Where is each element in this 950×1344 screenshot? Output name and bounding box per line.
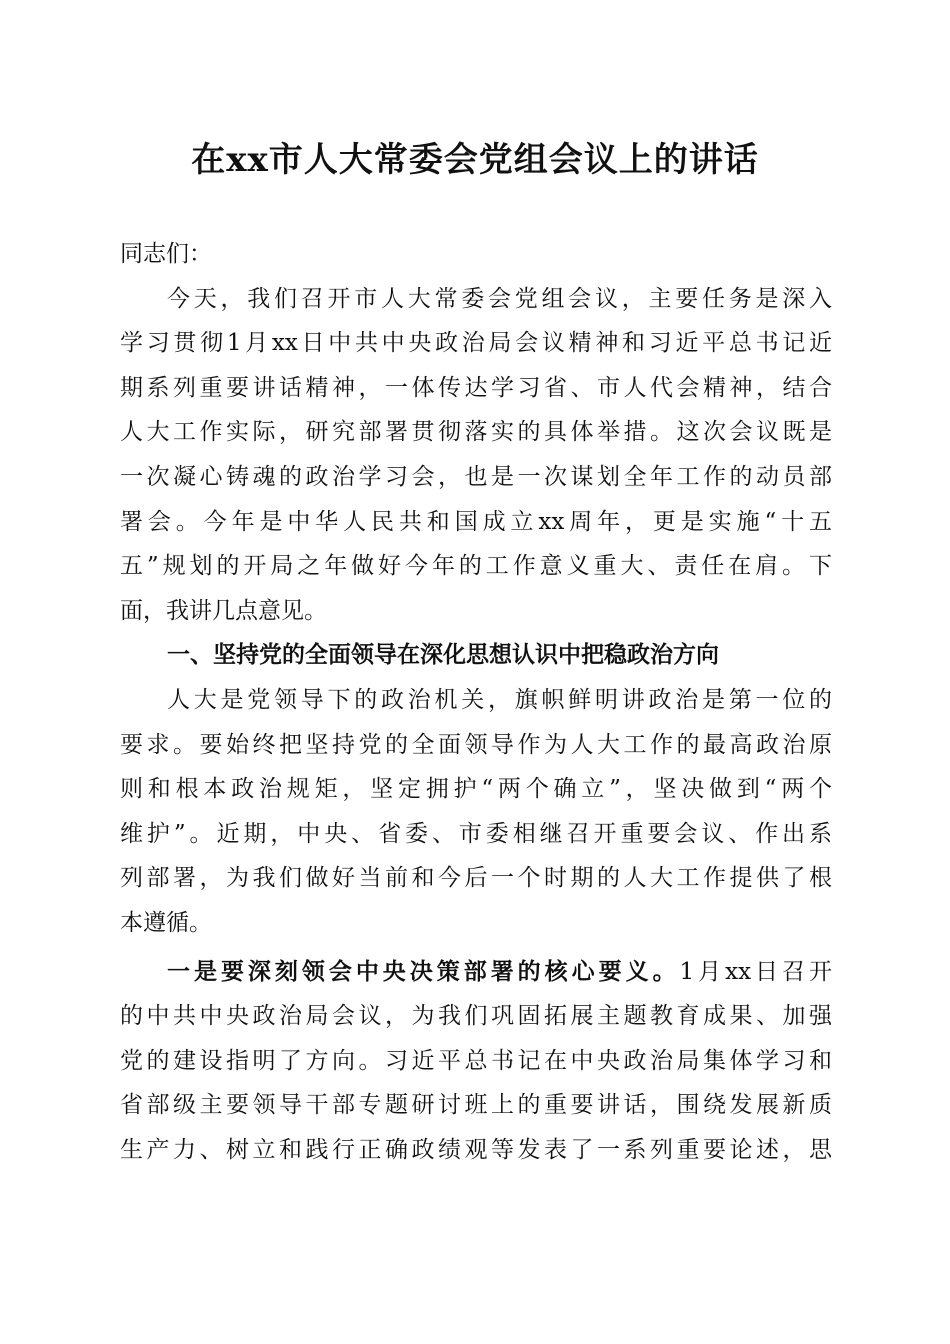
paragraph-3-line: 生产力、树立和践行正确政绩观等发表了一系列重要论述，思 (120, 1136, 832, 1163)
paragraph-1 (120, 277, 832, 634)
paragraph-2-line: 本遵循。 (120, 909, 212, 936)
paragraph-3 (120, 950, 832, 1173)
paragraph-2 (120, 678, 832, 946)
paragraph-2-line: 则和根本政治规矩，坚定拥护“两个确立”，坚决做到“两个 (120, 776, 832, 803)
paragraph-1-line: 学习贯彻1月xx日中共中央政治局会议精神和习近平总书记近 (120, 330, 832, 357)
paragraph-1-line: 面，我讲几点意见。 (120, 597, 327, 624)
paragraph-2-line: 列部署，为我们做好当前和今后一个时期的人大工作提供了根 (120, 865, 832, 892)
paragraph-1-line: 今天，我们召开市人大常委会党组会议，主要任务是深入 (167, 285, 832, 312)
paragraph-1-line: 一次凝心铸魂的政治学习会，也是一次谋划全年工作的动员部 (120, 463, 832, 490)
document-body (120, 232, 832, 1172)
paragraph-3-line: 的中共中央政治局会议，为我们巩固拓展主题教育成果、加强 (120, 1003, 832, 1030)
paragraph-3-line: 党的建设指明了方向。习近平总书记在中央政治局集体学习和 (120, 1047, 832, 1074)
salutation: 同志们： (120, 241, 212, 267)
document-title: 在xx市人大常委会党组会议上的讲话 (191, 140, 759, 180)
paragraph-3-first-line-rest: 1月xx日召开 (679, 958, 833, 985)
paragraph-1-line: 五”规划的开局之年做好今年的工作意义重大、责任在肩。下 (120, 553, 832, 580)
paragraph-1-line: 人大工作实际，研究部署贯彻落实的具体举措。这次会议既是 (120, 419, 832, 446)
paragraph-2-line: 维护”。近期，中央、省委、市委相继召开重要会议、作出系 (120, 820, 832, 847)
paragraph-2-line: 人大是党领导下的政治机关，旗帜鲜明讲政治是第一位的 (167, 686, 832, 713)
paragraph-3-lead: 一是要深刻领会中央决策部署的核心要义。 (167, 957, 680, 985)
paragraph-1-line: 期系列重要讲话精神，一体传达学习省、市人代会精神，结合 (120, 374, 832, 401)
paragraph-2-line: 要求。要始终把坚持党的全面领导作为人大工作的最高政治原 (120, 731, 832, 758)
section-1-heading: 一、坚持党的全面领导在深化思想认识中把稳政治方向 (167, 642, 719, 669)
paragraph-1-line: 署会。今年是中华人民共和国成立xx周年，更是实施“十五 (120, 508, 832, 535)
paragraph-3-line: 省部级主要领导干部专题研讨班上的重要讲话，围绕发展新质 (120, 1092, 832, 1119)
paragraph-3-first-line (120, 950, 832, 995)
